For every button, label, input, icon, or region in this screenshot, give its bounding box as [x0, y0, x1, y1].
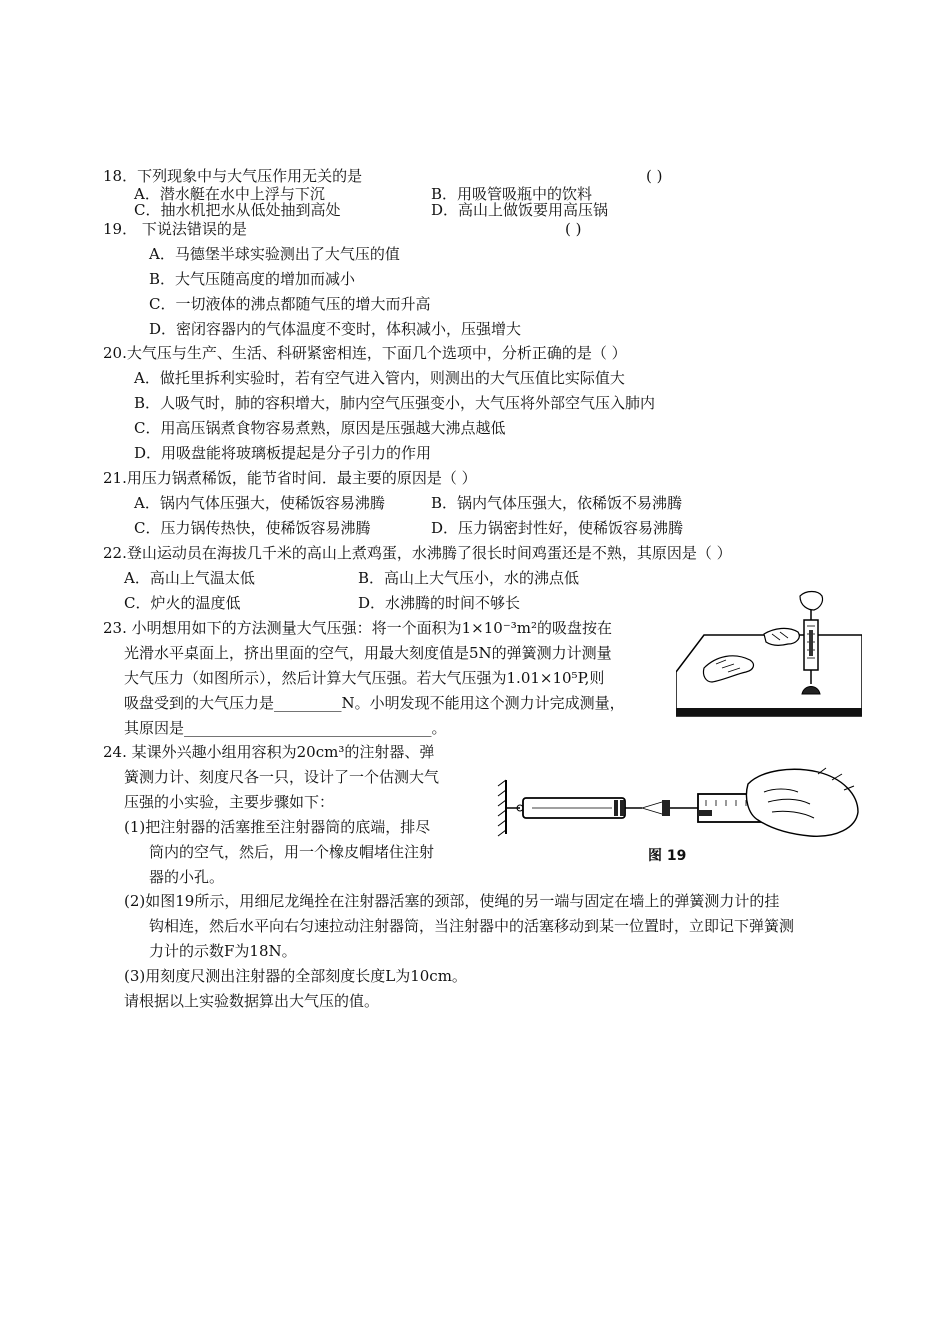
q24-instruction: 请根据以上实验数据算出大气压的值。 [124, 992, 380, 1010]
q23-line-2: 光滑水平桌面上，挤出里面的空气，用最大刻度值是5N的弹簧测力计测量 [124, 644, 612, 662]
q21-option-c: C．压力锅传热快，使稀饭容易沸腾 [134, 519, 371, 537]
q20-option-c: C．用高压锅煮食物容易煮熟，原因是压强越大沸点越低 [134, 419, 506, 437]
q23-line-4: 吸盘受到的大气压力是_________N。小明发现不能用这个测力计完成测量， [124, 694, 625, 712]
q19-option-d: D．密闭容器内的气体温度不变时，体积减小，压强增大 [149, 320, 522, 338]
q21-stem: 21.用压力锅煮稀饭，能节省时间．最主要的原因是（ ） [103, 469, 477, 487]
q23-line-3: 大气压力（如图所示），然后计算大气压强。若大气压强为1.01×10⁵P,则 [124, 669, 605, 687]
q20-option-b: B．人吸气时，肺的容积增大，肺内空气压强变小，大气压将外部空气压入肺内 [134, 394, 656, 412]
q23-line-1: 23. 小明想用如下的方法测量大气压强：将一个面积为1×10⁻³m²的吸盘按在 [103, 619, 612, 637]
q19-option-c: C．一切液体的沸点都随气压的增大而升高 [149, 295, 431, 313]
q24-step-1-line-2: 筒内的空气，然后，用一个橡皮帽堵住注射 [149, 843, 435, 861]
q20-option-d: D．用吸盘能将玻璃板提起是分子引力的作用 [134, 444, 432, 462]
q24-step-2-line-1: (2)如图19所示，用细尼龙绳拴在注射器活塞的颈部，使绳的另一端与固定在墙上的弹簧测力计的挂 [124, 892, 780, 910]
q20-option-a: A．做托里拆利实验时，若有空气进入管内，则测出的大气压值比实际值大 [134, 369, 625, 387]
q18-option-c: C．抽水机把水从低处抽到高处 [134, 201, 341, 219]
q19-answer-paren: ( ) [565, 220, 582, 238]
q24-line-1: 24. 某课外兴趣小组用容积为20cm³的注射器、弹 [103, 743, 435, 761]
q18-stem: 18．下列现象中与大气压作用无关的是 [103, 167, 363, 185]
q18-option-d: D．高山上做饭要用高压锅 [431, 201, 609, 219]
q18-answer-paren: ( ) [646, 167, 663, 185]
q19-option-b: B．大气压随高度的增加而减小 [149, 270, 356, 288]
q19-option-a: A．马德堡半球实验测出了大气压的值 [149, 245, 400, 263]
q24-step-1-line-3: 器的小孔。 [149, 868, 225, 886]
q20-stem: 20.大气压与生产、生活、科研紧密相连，下面几个选项中，分析正确的是（ ） [103, 344, 627, 362]
q24-line-2: 簧测力计、刻度尺各一只，设计了一个估测大气 [124, 768, 440, 786]
q24-line-3: 压强的小实验，主要步骤如下： [124, 793, 335, 811]
q22-option-d: D．水沸腾的时间不够长 [358, 594, 521, 612]
q24-step-1-line-1: (1)把注射器的活塞推至注射器筒的底端，排尽 [124, 818, 431, 836]
q24-step-3: (3)用刻度尺测出注射器的全部刻度长度L为10cm。 [124, 967, 467, 985]
q19-stem: 19． 下说法错误的是 [103, 220, 247, 238]
q22-option-a: A．高山上气温太低 [124, 569, 255, 587]
q24-step-2-line-3: 力计的示数F为18N。 [149, 942, 297, 960]
q21-option-b: B．锅内气体压强大，依稀饭不易沸腾 [431, 494, 683, 512]
q22-option-c: C．炉火的温度低 [124, 594, 241, 612]
q21-option-a: A．锅内气体压强大，使稀饭容易沸腾 [134, 494, 385, 512]
q24-step-2-line-2: 钩相连，然后水平向右匀速拉动注射器筒，当注射器中的活塞移动到某一位置时，立即记下弹簧测 [149, 917, 795, 935]
q22-option-b: B．高山上大气压小，水的沸点低 [358, 569, 580, 587]
figure-19-caption: 图 19 [648, 848, 687, 864]
suction-cup-figure [676, 590, 862, 720]
q18-option-b: B．用吸管吸瓶中的饮料 [431, 185, 593, 203]
q22-stem: 22.登山运动员在海拔几千米的高山上煮鸡蛋，水沸腾了很长时间鸡蛋还是不熟，其原因是（ ） [103, 544, 732, 562]
q18-option-a: A．潜水艇在水中上浮与下沉 [134, 185, 325, 203]
q21-option-d: D．压力锅密封性好，使稀饭容易沸腾 [431, 519, 684, 537]
q23-line-5: 其原因是_________________________________。 [124, 719, 447, 737]
